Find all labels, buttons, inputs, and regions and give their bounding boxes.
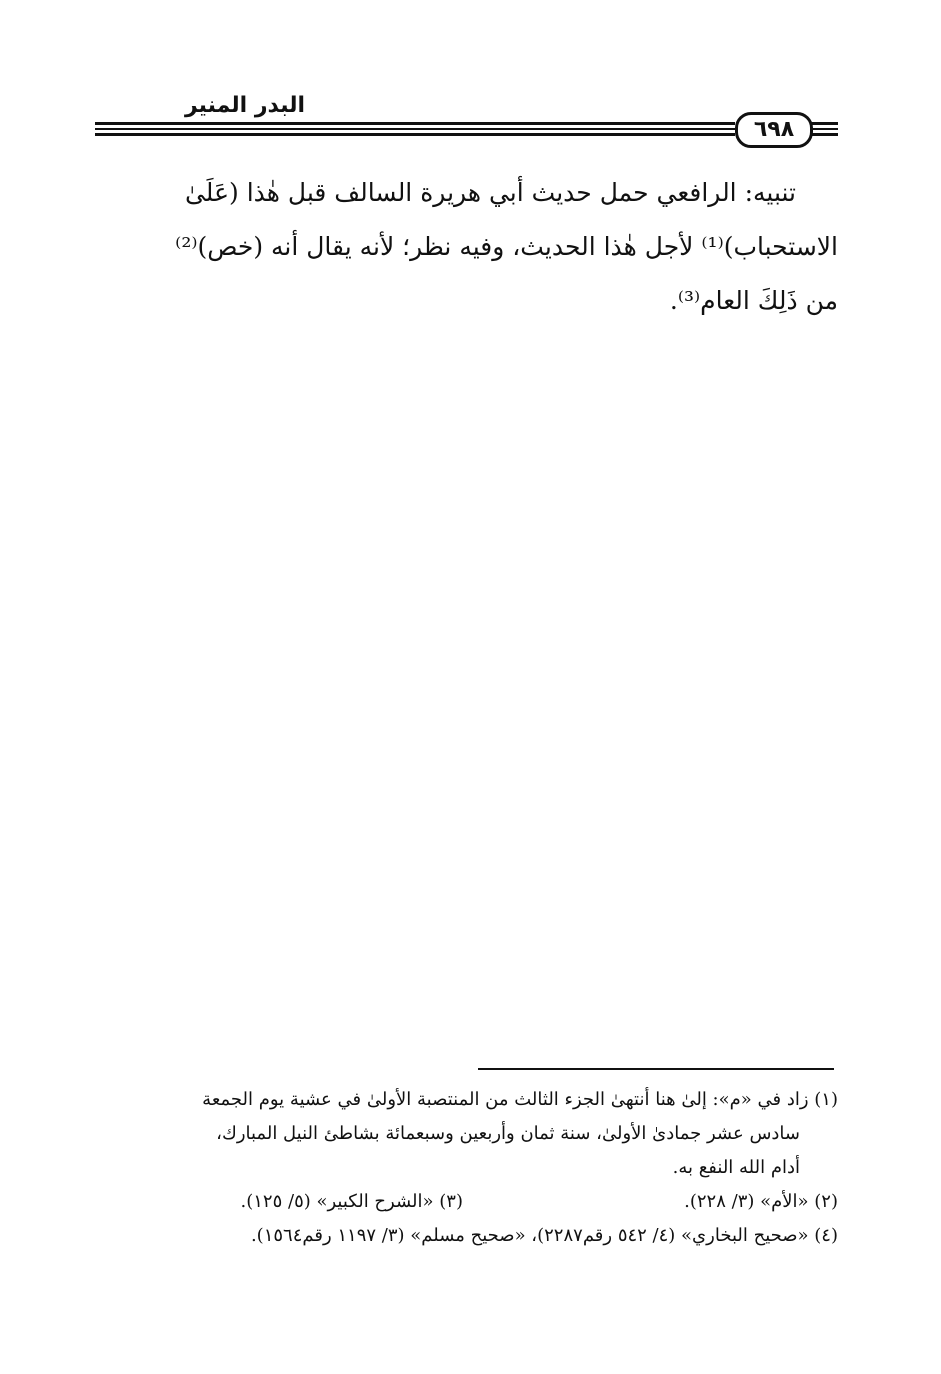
footnote-1: (١) زاد في «م»: إلىٰ هنا أنتهىٰ الجزء الثالث من المنتصبة الأولىٰ في عشية يوم الجمعة: [202, 1089, 838, 1110]
page-number: ٦٩٨: [735, 112, 813, 148]
main-text: [88, 166, 838, 328]
text-line: تنبيه: الرافعي حمل حديث أبي هريرة السالف قبل هٰذا (عَلَىٰ: [184, 178, 796, 207]
header-rule: [810, 133, 838, 136]
footnote-1-continued: أدام الله النفع به.: [672, 1157, 800, 1178]
footnote-separator: [478, 1068, 834, 1070]
footnote-3: (٣) «الشرح الكبير» (٥/ ١٢٥).: [240, 1191, 463, 1212]
footnote-4: (٤) «صحيح البخاري» (٤/ ٥٤٢ رقم٢٢٨٧)، «صحيح مسلم» (٣/ ١١٩٧ رقم١٥٦٤).: [250, 1225, 838, 1246]
text-line: من ذَلِكَ العام⁽³⁾.: [669, 286, 838, 315]
footnote-2: (٢) «الأم» (٣/ ٢٢٨).: [684, 1191, 838, 1212]
footnote-1-continued: سادس عشر جمادىٰ الأولىٰ، سنة ثمان وأربعين وسبعمائة بشاطئ النيل المبارك،: [216, 1123, 800, 1144]
page-header: [95, 92, 838, 152]
header-rule: [810, 128, 838, 130]
header-rule: [810, 122, 838, 125]
footnotes: [88, 1083, 838, 1253]
header-rule: [95, 122, 735, 125]
text-line: الاستحباب)⁽¹⁾ لأجل هٰذا الحديث، وفيه نظر؛ لأنه يقال أنه (خص)⁽²⁾: [175, 232, 838, 261]
header-rule: [95, 128, 735, 130]
running-title: البدر المنير: [184, 93, 305, 118]
paragraph: [88, 166, 838, 328]
footnote-row: [88, 1185, 838, 1219]
header-rule: [95, 133, 735, 136]
